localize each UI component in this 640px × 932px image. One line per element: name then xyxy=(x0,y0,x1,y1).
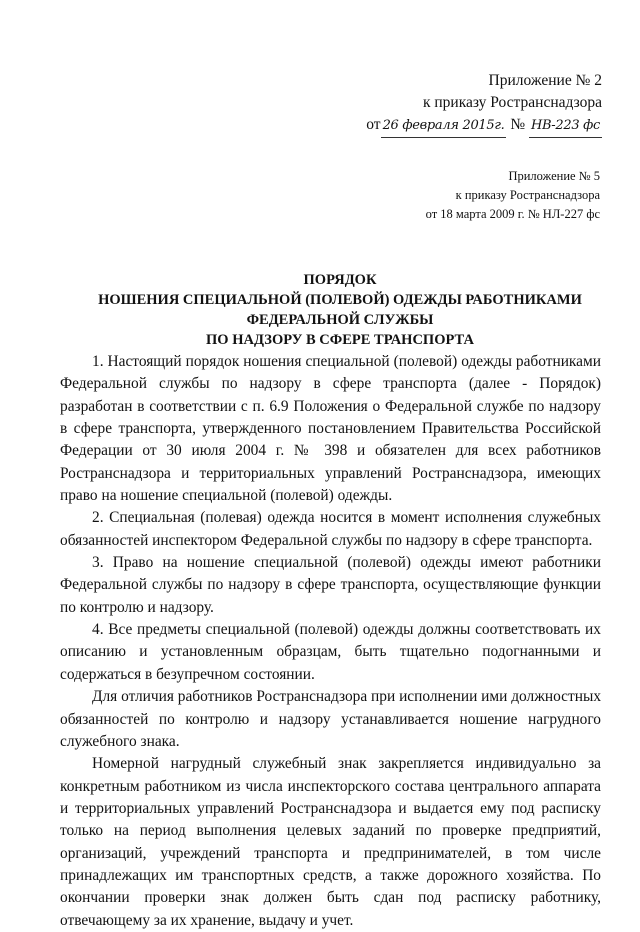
paragraph-6: Номерной нагрудный служебный знак закрепляется индивидуально за конкретным работником из числа инспекторского состава центрального аппарата и территориальных управлений Ространснадзора и выдается ему под расписку только на период выполнения целевых заданий по проверке предприятий, организаций, учреждений транспорта и предпринимателей, в том числе принадлежащих им транспортных средств, а также дорожного хозяйства. По окончании проверки знак должен быть сдан под расписку работнику, отвечающему за их хранение, выдачу и учет. xyxy=(60,755,601,929)
appendix-prev-ref: к приказу Ространснадзора xyxy=(455,188,600,202)
appendix-main-block xyxy=(366,70,602,138)
appendix-main-no: № xyxy=(510,116,526,133)
appendix-main-from: от xyxy=(366,116,381,133)
handwritten-number: НВ-223 фс xyxy=(529,115,602,138)
appendix-prev-date: от 18 марта 2009 г. № НЛ-227 фс xyxy=(425,207,600,221)
paragraph-1: 1. Настоящий порядок ношения специальной (полевой) одежды работниками Федеральной службы по надзору в сфере транспорта (далее - Порядок) разработан в соответствии с п. 6.9 Положения о Федеральной службе по надзору в сфере транспорта, утвержденного постановлением Правительства Российской Федерации от 30 июля 2004 г. № 398 и обязателен для всех работников Ространснадзора и территориальных управлений Ространснадзора, имеющих право на ношение специальной (полевой) одежды. xyxy=(60,353,601,505)
heading-line-4: ПО НАДЗОРУ В СФЕРЕ ТРАНСПОРТА xyxy=(206,332,474,348)
appendix-main-date-line xyxy=(366,114,602,138)
document-heading xyxy=(60,270,620,350)
heading-line-2: НОШЕНИЯ СПЕЦИАЛЬНОЙ (ПОЛЕВОЙ) ОДЕЖДЫ РАБОТНИКАМИ xyxy=(98,292,582,308)
paragraph-2: 2. Специальная (полевая) одежда носится в момент исполнения служебных обязанностей инспектором Федеральной службы по надзору в сфере транспорта. xyxy=(60,509,601,549)
heading-line-1: ПОРЯДОК xyxy=(303,272,377,288)
paragraph-5: Для отличия работников Ространснадзора при исполнении ими должностных обязанностей по контролю и надзору устанавливается ношение нагрудного служебного знака. xyxy=(60,688,602,750)
paragraph-3: 3. Право на ношение специальной (полевой) одежды имеют работники Федеральной службы по надзору в сфере транспорта, осуществляющие функции по контролю и надзору. xyxy=(60,554,601,616)
appendix-prev-title: Приложение № 5 xyxy=(508,169,600,183)
paragraph-4: 4. Все предметы специальной (полевой) одежды должны соответствовать их описанию и установленным образцам, быть тщательно подогнанными и содержаться в безупречном состоянии. xyxy=(60,621,601,683)
appendix-main-title: Приложение № 2 xyxy=(488,72,602,89)
heading-line-3: ФЕДЕРАЛЬНОЙ СЛУЖБЫ xyxy=(246,312,434,328)
document-body xyxy=(60,351,601,932)
handwritten-date: 26 февраля 2015г. xyxy=(381,115,507,138)
appendix-prev-block xyxy=(426,167,600,224)
appendix-main-ref: к приказу Ространснадзора xyxy=(422,94,602,111)
